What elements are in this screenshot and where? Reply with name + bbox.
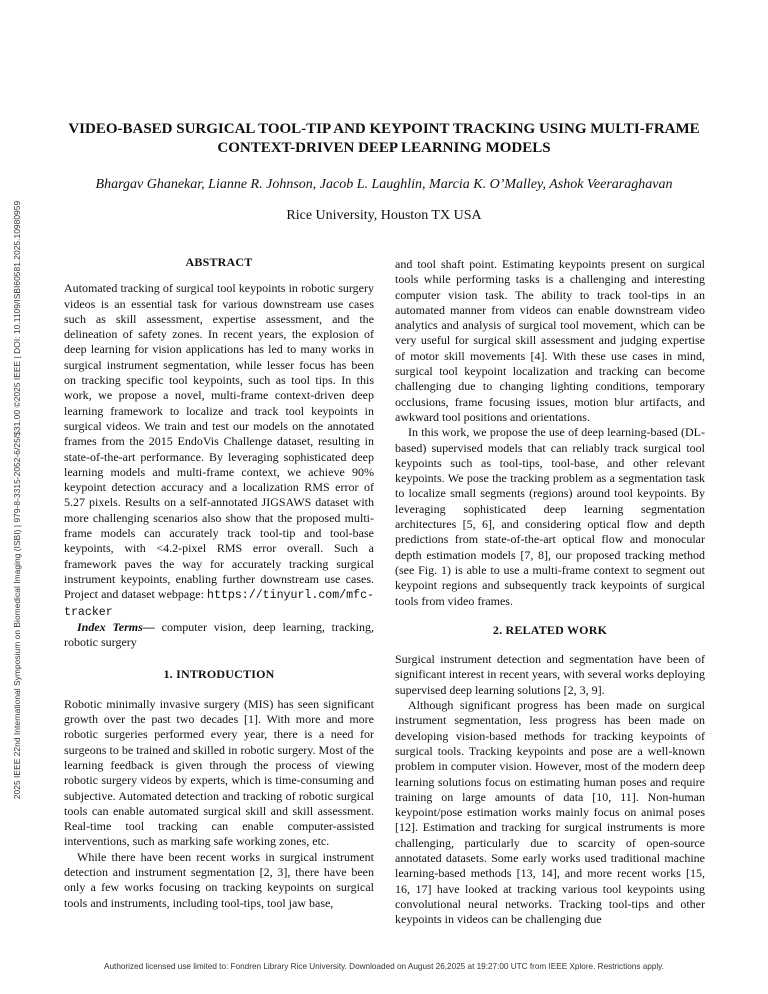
right-column [395,257,705,927]
affiliation: Rice University, Houston TX USA [286,208,482,223]
related-paragraph-1: Surgical instrument detection and segmentation have been of significant interest in recent years, with several works deploying supervised deep learning solutions [2, 3, 9]. [395,652,705,697]
intro-paragraph-3: and tool shaft point. Estimating keypoints present on surgical tools while performing tasks is a challenging and interesting computer vision task. The ability to track tool-tips in an automated manner from videos can enable downstream video analytics and analysis of surgical tool movement, which can be very useful for surgical skill assessment and judging expertise of motor skill movements [4]. With these use cases in mind, surgical tool keypoint localization and tracking can become challenging due to changing lighting conditions, temporary occlusions, frame focusing issues, motion blur artifacts, and awkward tool positions and orientations. [395,257,705,424]
intro-paragraph-2: While there have been recent works in surgical instrument detection and instrument segmentation [2, 3], there have been only a few works focusing on tracking keypoints on surgical tools and instruments, including tool-tips, tool jaw base, [64,849,374,910]
index-terms-label: Index Terms— [77,619,155,634]
left-column [64,255,374,911]
abstract-body: Automated tracking of surgical tool keypoints in robotic surgery videos is an essential task for various downstream use cases such as skill assessment, expertise assessment, and the delineation of safety zones. In recent years, the explosion of deep learning for vision applications has led to many works in surgical instrument segmentation, while lesser focus has been on tracking specific tool keypoints, such as tool tips. In this work, we propose a novel, multi-frame context-driven deep learning framework to localize and track tool keypoints in surgical videos. We train and test our models on the annotated frames from the 2015 EndoVis Challenge dataset, resulting in state-of-the-art performance. By leveraging sophisticated deep learning models and multi-frame context, we achieve 90% keypoint detection accuracy and a localization RMS error of 5.27 pixels. Results on a self-annotated JIGSAWS dataset with more challenging scenarios also show that the proposed multi-frame models can accurately track tool-tip and tool-base keypoints, with <4.2-pixel RMS error overall. Such a framework paves the way for accurately tracking surgical instrument keypoints, enabling further downstream use cases. Project and dataset webpage: [64,281,374,602]
publication-info: 2025 IEEE 22nd International Symposium on Biomedical Imaging (ISBI) | 979-8-3315-2052-6/25/$31.00 ©2025 IEEE | DOI: 10.1109/ISBI60581.2025.10980959 [12,200,22,800]
related-work-heading: 2. RELATED WORK [492,622,608,637]
paper-title [60,120,708,158]
abstract-text [64,281,374,620]
authors: Bhargav Ghanekar, Lianne R. Johnson, Jacob L. Laughlin, Marcia K. O’Malley, Ashok Veeraraghavan [95,177,673,192]
title-line-1: VIDEO-BASED SURGICAL TOOL-TIP AND KEYPOINT TRACKING USING MULTI-FRAME [68,121,700,137]
index-terms [64,620,374,651]
title-line-2: CONTEXT-DRIVEN DEEP LEARNING MODELS [217,140,551,156]
abstract-heading: ABSTRACT [185,255,253,269]
intro-paragraph-4: In this work, we propose the use of deep learning-based (DL-based) supervised models that can reliably track surgical tool keypoints such as tool-tips, tool-base, and other relevant keypoints. We pose the tracking problem as a segmentation task to localize small segments (regions) around tool keypoints. By leveraging sophisticated deep learning segmentation architectures [5, 6], and considering optical flow and depth predictions from state-of-the-art optical flow and monocular depth estimation models [7, 8], our proposed tracking method (see Fig. 1) is able to use a multi-frame context to segment out keypoint regions and subsequently track keypoints of surgical tools from video frames. [395,425,705,608]
license-footer: Authorized licensed use limited to: Fondren Library Rice University. Downloaded on August 26,2025 at 19:27:00 UTC from IEEE Xplore. Restrictions apply. [104,962,664,971]
introduction-heading: 1. INTRODUCTION [163,667,275,682]
side-banner [8,20,26,980]
index-terms-text: computer vision, deep learning, tracking, robotic surgery [64,619,374,650]
project-url-link[interactable]: https://tinyurl.com/mfc-tracker [64,589,374,619]
related-paragraph-2: Although significant progress has been made on surgical instrument segmentation, less progress has been made on developing vision-based methods for tracking keypoints of surgical tools. Tracking keypoints and pose are a well-known problem in computer vision. However, most of the modern deep learning solutions focus on estimating human poses and require training on large amounts of data [10, 11]. Non-human keypoint/pose estimation works mainly focus on animal poses [12]. Estimation and tracking for surgical instruments is more challenging, particularly due to scarcity of open-source annotated datasets. Some early works used traditional machine learning-based methods [13, 14], and more recent works [15, 16, 17] have looked at tracking various tool keypoints using convolutional neural networks. Tracking tool-tips and other keypoints in videos can be challenging due [395,698,705,927]
intro-paragraph-1: Robotic minimally invasive surgery (MIS) has seen significant growth over the past two decades [1]. With more and more robotic surgeries performed every year, there is a need for surgeons to be trained and skilled in robotic surgery. Most of the learning feedback is given through the process of viewing robotic surgery videos by experts, which is time-consuming and subjective. Automated detection and tracking of robotic surgical tools can enable automated surgical skill and skill assessment. Real-time tool tracking can enable computer-assisted interventions, such as marking safe working zones, etc. [64,696,374,849]
